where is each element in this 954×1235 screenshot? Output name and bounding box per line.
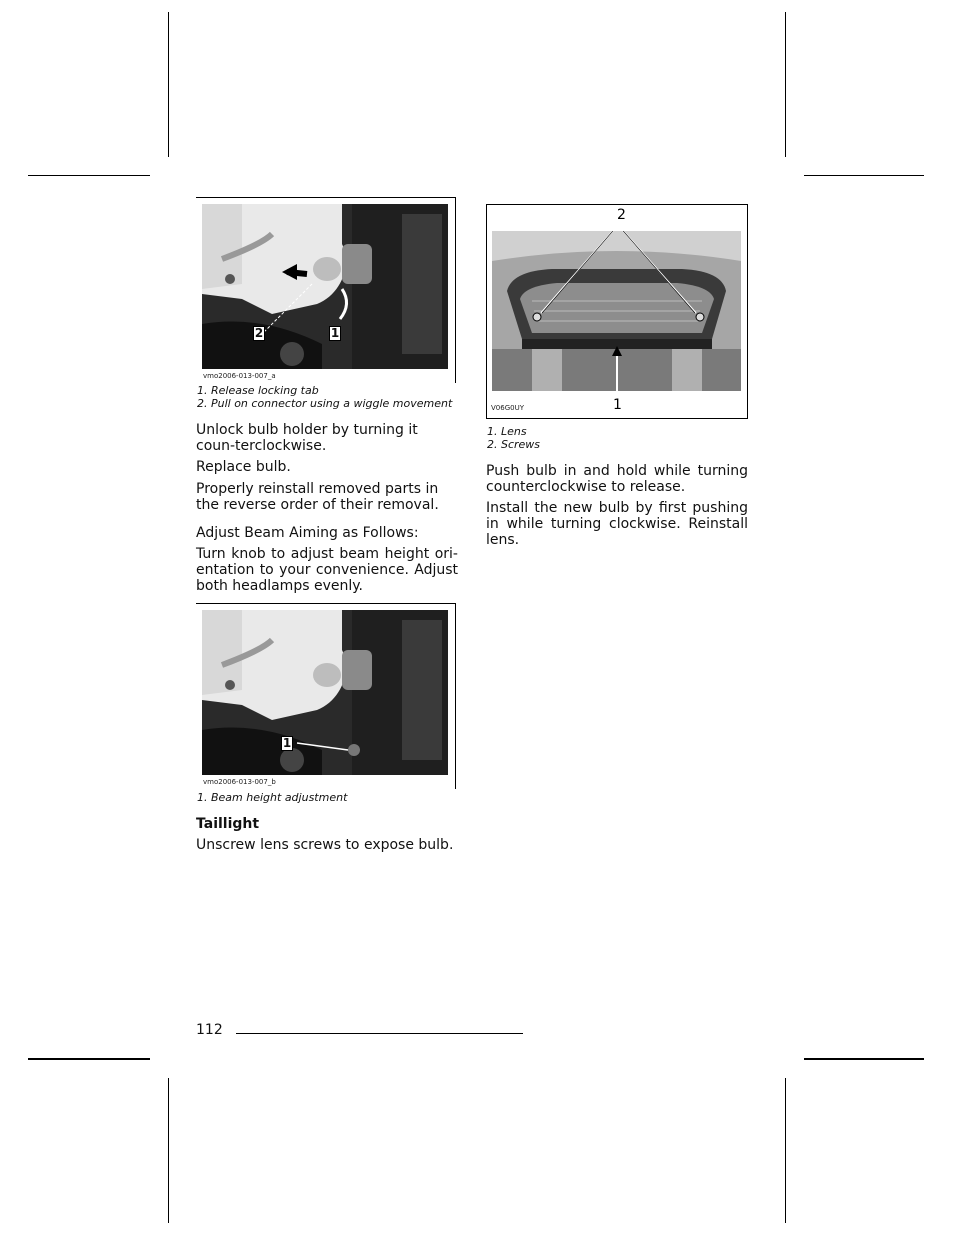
crop-mark (785, 1078, 786, 1223)
footer-rule (236, 1033, 523, 1034)
photo-headlamp-connector (202, 204, 448, 369)
crop-mark (168, 12, 169, 157)
figure-caption (197, 791, 347, 804)
crop-mark (168, 1078, 169, 1223)
paragraph-turn-knob: Turn knob to adjust beam height ori-entation to your convenience. Adjust both headlamps evenly. (196, 546, 458, 594)
crop-mark (28, 175, 150, 176)
photo-illustration (202, 204, 448, 369)
paragraph-reinstall: Properly reinstall removed parts in the reverse order of their removal. (196, 481, 439, 513)
caption-item-2: 2. Pull on connector using a wiggle movement (197, 397, 453, 410)
callout-1: 1 (282, 736, 292, 750)
photo-illustration (202, 610, 448, 775)
paragraph-replace-bulb: Replace bulb. (196, 459, 291, 475)
figure-id: vmo2006-013-007_a (203, 372, 276, 380)
figure-taillight (486, 204, 748, 419)
page-number: 112 (196, 1022, 223, 1038)
figure-id: vmo2006-013-007_b (203, 778, 276, 786)
photo-illustration (492, 231, 741, 391)
paragraph-push-bulb: Push bulb in and hold while turning counterclockwise to release. (486, 463, 748, 495)
photo-beam-adjustment (202, 610, 448, 775)
callout-2: 2 (617, 207, 626, 223)
heading-taillight: Taillight (196, 816, 260, 832)
crop-mark (804, 1058, 924, 1060)
heading-adjust-beam: Adjust Beam Aiming as Follows: (196, 525, 419, 541)
paragraph-unscrew-lens: Unscrew lens screws to expose bulb. (196, 837, 454, 853)
paragraph-install-bulb: Install the new bulb by first pushing in while turning clockwise. Reinstall lens. (486, 500, 748, 548)
figure-beam-adjustment (196, 603, 456, 789)
figure-id: V06G0UY (491, 404, 524, 412)
caption-item-1: 1. Beam height adjustment (197, 791, 348, 804)
figure-caption (197, 384, 452, 410)
crop-mark (804, 175, 924, 176)
callout-1: 1 (613, 397, 622, 413)
caption-item-1: 1. Lens (487, 425, 527, 438)
callout-1: 1 (330, 326, 340, 340)
caption-item-2: 2. Screws (487, 438, 541, 451)
figure-headlamp-connector (196, 197, 456, 383)
crop-mark (28, 1058, 150, 1060)
photo-taillight (492, 231, 741, 391)
caption-item-1: 1. Release locking tab (197, 384, 319, 397)
crop-mark (785, 12, 786, 157)
paragraph-unlock-bulb: Unlock bulb holder by turning it coun-terclockwise. (196, 422, 418, 454)
callout-2: 2 (254, 326, 264, 340)
figure-caption (487, 425, 540, 451)
